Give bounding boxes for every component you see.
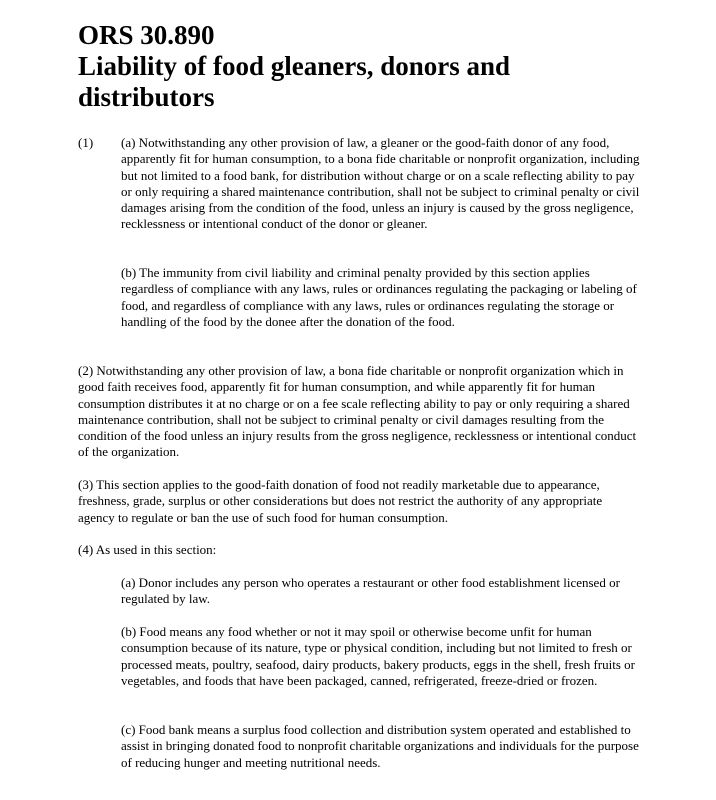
- section-4b-paragraph: (b) Food means any food whether or not it may spoil or otherwise become unfit for human consumption because of its nature, type or physical condition, including but not limited to fresh or processed meats, poultry, seafood, dairy products, bakery products, eggs in the shell, fresh fruits or vegetables, and foods that have been packaged, canned, refrigerated, freeze-dried or frozen.: [121, 624, 635, 688]
- section-4c-paragraph: (c) Food bank means a surplus food collection and distribution system operated and established to assist in bringing donated food to nonprofit charitable organizations and individuals for the purpose of reducing hunger and meeting nutritional needs.: [121, 722, 639, 770]
- statute-heading-line: distributors: [78, 82, 215, 112]
- statute-number: ORS 30.890: [78, 20, 215, 50]
- statute-title: [78, 20, 638, 113]
- section-1a-paragraph: (a) Notwithstanding any other provision of law, a gleaner or the good-faith donor of any food, apparently fit for human consumption, to a bona fide charitable or nonprofit organization, including but not limited to a food bank, for distribution without charge or on a scale reflecting ability to pay or only requiring a shared maintenance contribution, shall not be subject to criminal penalty or civil damages arising from the condition of the food, unless an injury is caused by the gross negligence, recklessness or intentional conduct of the donor or gleaner.: [121, 135, 640, 232]
- section-1b-paragraph: (b) The immunity from civil liability and criminal penalty provided by this section applies regardless of compliance with any laws, rules or ordinances regulating the packaging or labeling of food, and regardless of compliance with any laws, rules or ordinances regulating the storage or handling of the food by the donee after the donation of the food.: [121, 265, 637, 329]
- section-4a-paragraph: (a) Donor includes any person who operates a restaurant or other food establishment licensed or regulated by law.: [121, 575, 620, 607]
- section-2-paragraph: (2) Notwithstanding any other provision of law, a bona fide charitable or nonprofit organization which in good faith receives food, apparently fit for human consumption, and while apparently fit for human consumption distributes it at no charge or on a fee scale reflecting ability to pay or only requiring a shared maintenance contribution, shall not be subject to criminal penalty or civil damages resulting from the condition of the food unless an injury results from the gross negligence, recklessness or intentional conduct of the organization.: [78, 363, 637, 460]
- statute-heading-line: Liability of food gleaners, donors and: [78, 51, 511, 81]
- section-3-paragraph: (3) This section applies to the good-faith donation of food not readily marketable due to appearance, freshness, grade, surplus or other considerations but does not restrict the authority of any appropriate agency to regulate or ban the use of such food for human consumption.: [78, 477, 603, 525]
- section-4-intro: (4) As used in this section:: [78, 542, 217, 557]
- section-1-number: (1): [78, 135, 94, 150]
